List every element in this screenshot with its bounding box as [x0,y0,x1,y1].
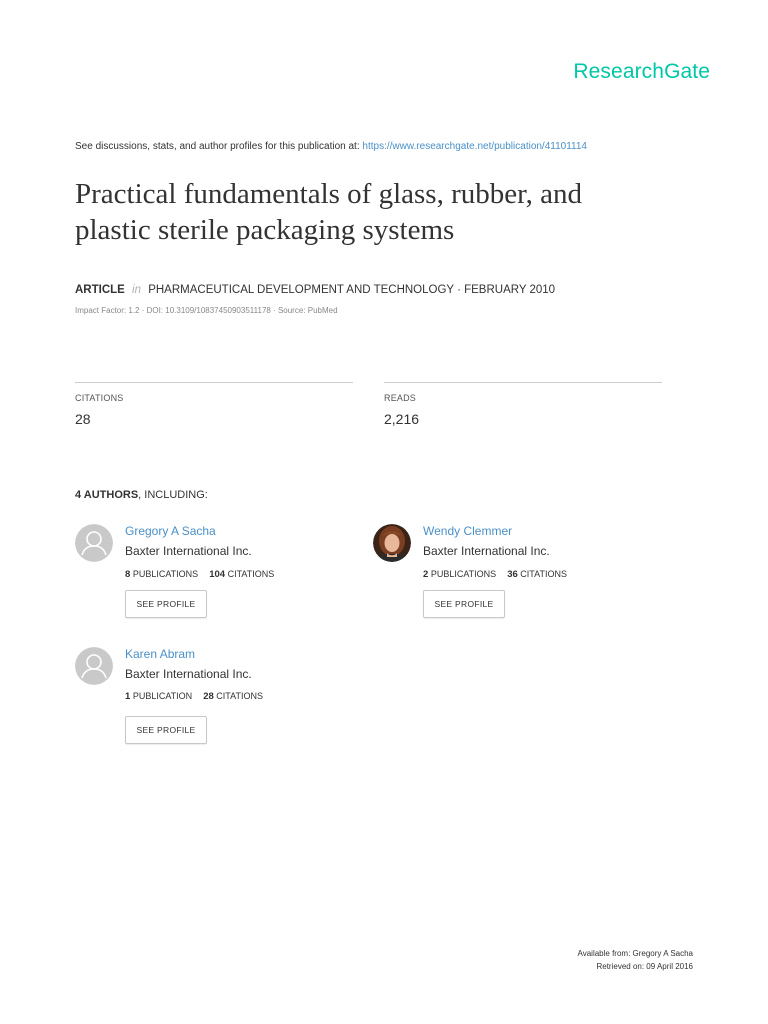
citations-count: 36 [507,569,518,580]
user-placeholder-icon[interactable] [75,647,113,685]
title-line-1: Practical fundamentals of glass, rubber, and [75,178,582,210]
publications-count: 8 [125,569,131,580]
author-name-link[interactable]: Karen Abram [125,647,196,661]
author-card [75,524,335,634]
authors-including: , INCLUDING: [138,489,208,501]
journal-date: PHARMACEUTICAL DEVELOPMENT AND TECHNOLOGY · FEBRUARY 2010 [148,284,556,296]
author-name-link[interactable]: Wendy Clemmer [423,524,513,538]
reads-label: READS [384,393,417,403]
publications-count: 1 [125,691,131,702]
see-profile-button[interactable]: SEE PROFILE [125,590,207,618]
see-profile-button[interactable]: SEE PROFILE [423,590,505,618]
see-profile-button[interactable]: SEE PROFILE [125,716,207,744]
impact-factor-line: Impact Factor: 1.2 · DOI: 10.3109/10837450903511178 · Source: PubMed [75,306,338,315]
discussions-text: See discussions, stats, and author profiles for this publication at: [75,141,360,152]
publication-title [75,176,675,248]
author-institution: Baxter International Inc. [423,544,550,558]
author-stats [125,691,263,702]
publication-link[interactable]: https://www.researchgate.net/publication/41101114 [362,141,587,152]
citations-label: CITATIONS [520,569,567,579]
publication-meta [75,284,555,296]
author-institution: Baxter International Inc. [125,667,252,681]
authors-count: 4 AUTHORS [75,489,139,501]
citations-label: CITATIONS [216,691,263,701]
citations-count: 104 [209,569,226,580]
authors-heading [75,489,208,501]
author-stats [423,569,567,580]
citations-divider [75,382,353,383]
publication-type: ARTICLE [75,284,125,296]
author-name-link[interactable]: Gregory A Sacha [125,524,216,538]
in-word: in [132,284,141,296]
citations-label: CITATIONS [75,393,124,403]
author-stats [125,569,274,580]
author-institution: Baxter International Inc. [125,544,252,558]
reads-value: 2,216 [384,411,420,427]
publications-count: 2 [423,569,429,580]
retrieved-on: Retrieved on: 09 April 2016 [596,962,693,971]
researchgate-logo[interactable]: ResearchGate [573,60,710,83]
citations-value: 28 [75,411,91,427]
author-photo[interactable] [373,524,411,562]
citations-label: CITATIONS [227,569,275,579]
publications-label: PUBLICATIONS [430,569,497,579]
citations-count: 28 [203,691,214,702]
footer-availability [578,947,693,973]
available-from: Available from: Gregory A Sacha [577,949,693,958]
discussions-line [75,141,587,152]
publications-label: PUBLICATIONS [132,569,199,579]
author-card [75,647,335,757]
publications-label: PUBLICATION [132,691,193,701]
user-placeholder-icon[interactable] [75,524,113,562]
reads-divider [384,382,662,383]
author-card [373,524,633,634]
title-line-2: plastic sterile packaging systems [75,214,455,246]
